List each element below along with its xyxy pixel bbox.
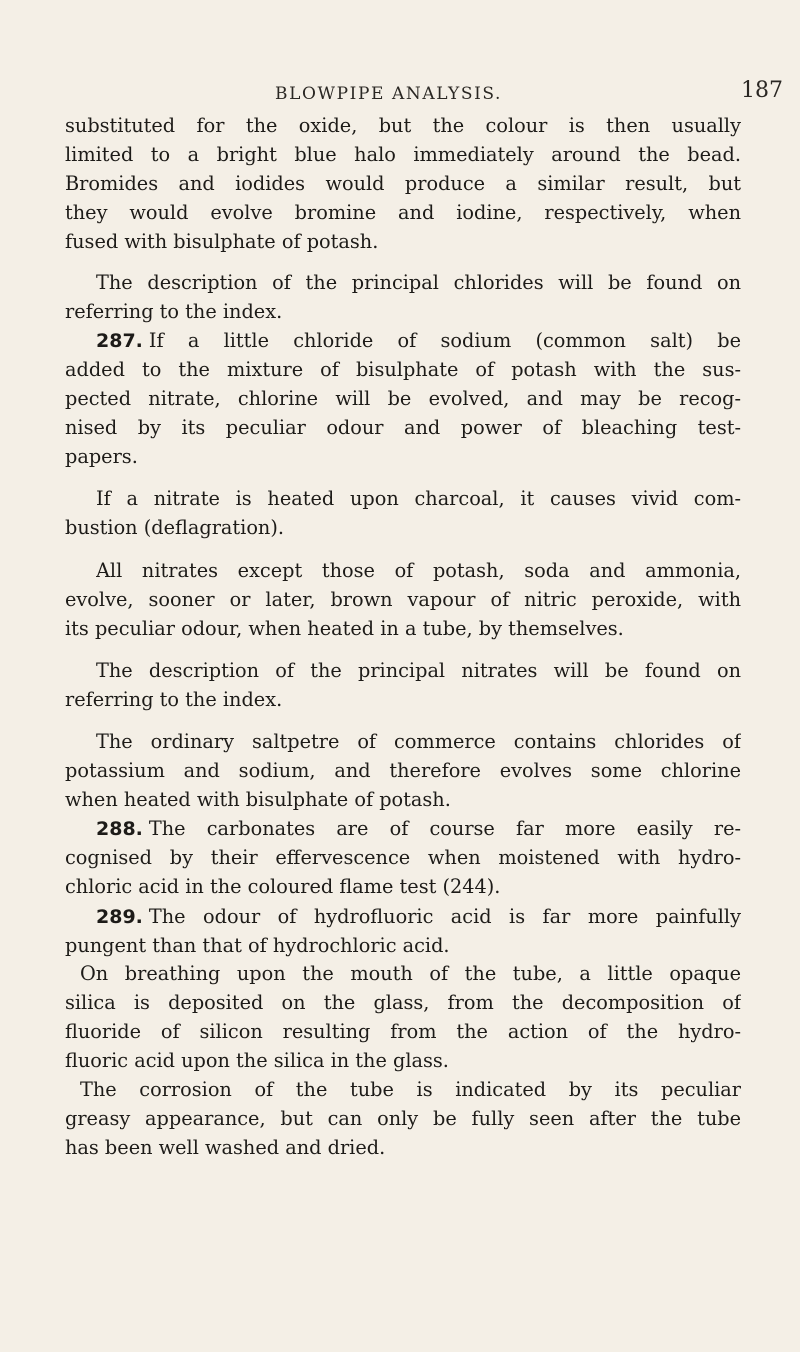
paragraph-number-287: 287. bbox=[96, 330, 143, 352]
body-line-text: If a little chloride of sodium (common salt) be bbox=[148, 329, 741, 352]
paragraph-288-first-line bbox=[96, 814, 741, 844]
body-line: has been well washed and dried. bbox=[65, 1136, 386, 1159]
body-line: fluoride of silicon resulting from the action of the hydro- bbox=[65, 1020, 741, 1043]
body-line: greasy appearance, but can only be fully seen after the tube bbox=[65, 1107, 741, 1130]
body-line: pungent than that of hydrochloric acid. bbox=[65, 934, 450, 957]
body-line: added to the mixture of bisulphate of potash with the sus- bbox=[65, 358, 741, 381]
paragraph-289-first-line bbox=[96, 902, 741, 932]
body-line: On breathing upon the mouth of the tube, a little opaque bbox=[80, 962, 741, 985]
body-line: chloric acid in the coloured flame test (244). bbox=[65, 875, 501, 898]
body-line: substituted for the oxide, but the colour is then usually bbox=[65, 114, 741, 137]
page-number: 187 bbox=[741, 78, 783, 103]
body-line: bustion (deflagration). bbox=[65, 516, 285, 539]
body-line: its peculiar odour, when heated in a tube, by themselves. bbox=[65, 617, 624, 640]
body-line: The description of the principal nitrates will be found on bbox=[96, 659, 741, 682]
running-title: BLOWPIPE ANALYSIS. bbox=[275, 84, 503, 104]
body-line: The description of the principal chlorides will be found on bbox=[96, 271, 741, 294]
body-line: pected nitrate, chlorine will be evolved, and may be recog- bbox=[65, 387, 741, 410]
body-line: they would evolve bromine and iodine, respectively, when bbox=[65, 201, 741, 224]
body-line: cognised by their effervescence when moistened with hydro- bbox=[65, 846, 741, 869]
body-line: Bromides and iodides would produce a similar result, but bbox=[65, 172, 741, 195]
body-line: referring to the index. bbox=[65, 688, 283, 711]
body-line-text: The odour of hydrofluoric acid is far more painfully bbox=[148, 905, 741, 928]
body-line: papers. bbox=[65, 445, 138, 468]
body-line: The ordinary saltpetre of commerce contains chlorides of bbox=[96, 730, 741, 753]
paragraph-287-first-line bbox=[96, 326, 741, 356]
body-line: fused with bisulphate of potash. bbox=[65, 230, 379, 253]
body-line: fluoric acid upon the silica in the glass. bbox=[65, 1049, 449, 1072]
body-line: when heated with bisulphate of potash. bbox=[65, 788, 451, 811]
body-line: silica is deposited on the glass, from the decomposition of bbox=[65, 991, 741, 1014]
paragraph-number-288: 288. bbox=[96, 818, 143, 840]
body-line: The corrosion of the tube is indicated by its peculiar bbox=[80, 1078, 741, 1101]
body-line-text: The carbonates are of course far more easily re- bbox=[148, 817, 741, 840]
paragraph-number-289: 289. bbox=[96, 906, 143, 928]
body-line: All nitrates except those of potash, soda and ammonia, bbox=[96, 559, 741, 582]
body-line: limited to a bright blue halo immediately around the bead. bbox=[65, 143, 741, 166]
body-line: referring to the index. bbox=[65, 300, 283, 323]
body-line: nised by its peculiar odour and power of bleaching test- bbox=[65, 416, 741, 439]
body-line: evolve, sooner or later, brown vapour of nitric peroxide, with bbox=[65, 588, 741, 611]
body-line: If a nitrate is heated upon charcoal, it causes vivid com- bbox=[96, 487, 741, 510]
body-line: potassium and sodium, and therefore evolves some chlorine bbox=[65, 759, 741, 782]
